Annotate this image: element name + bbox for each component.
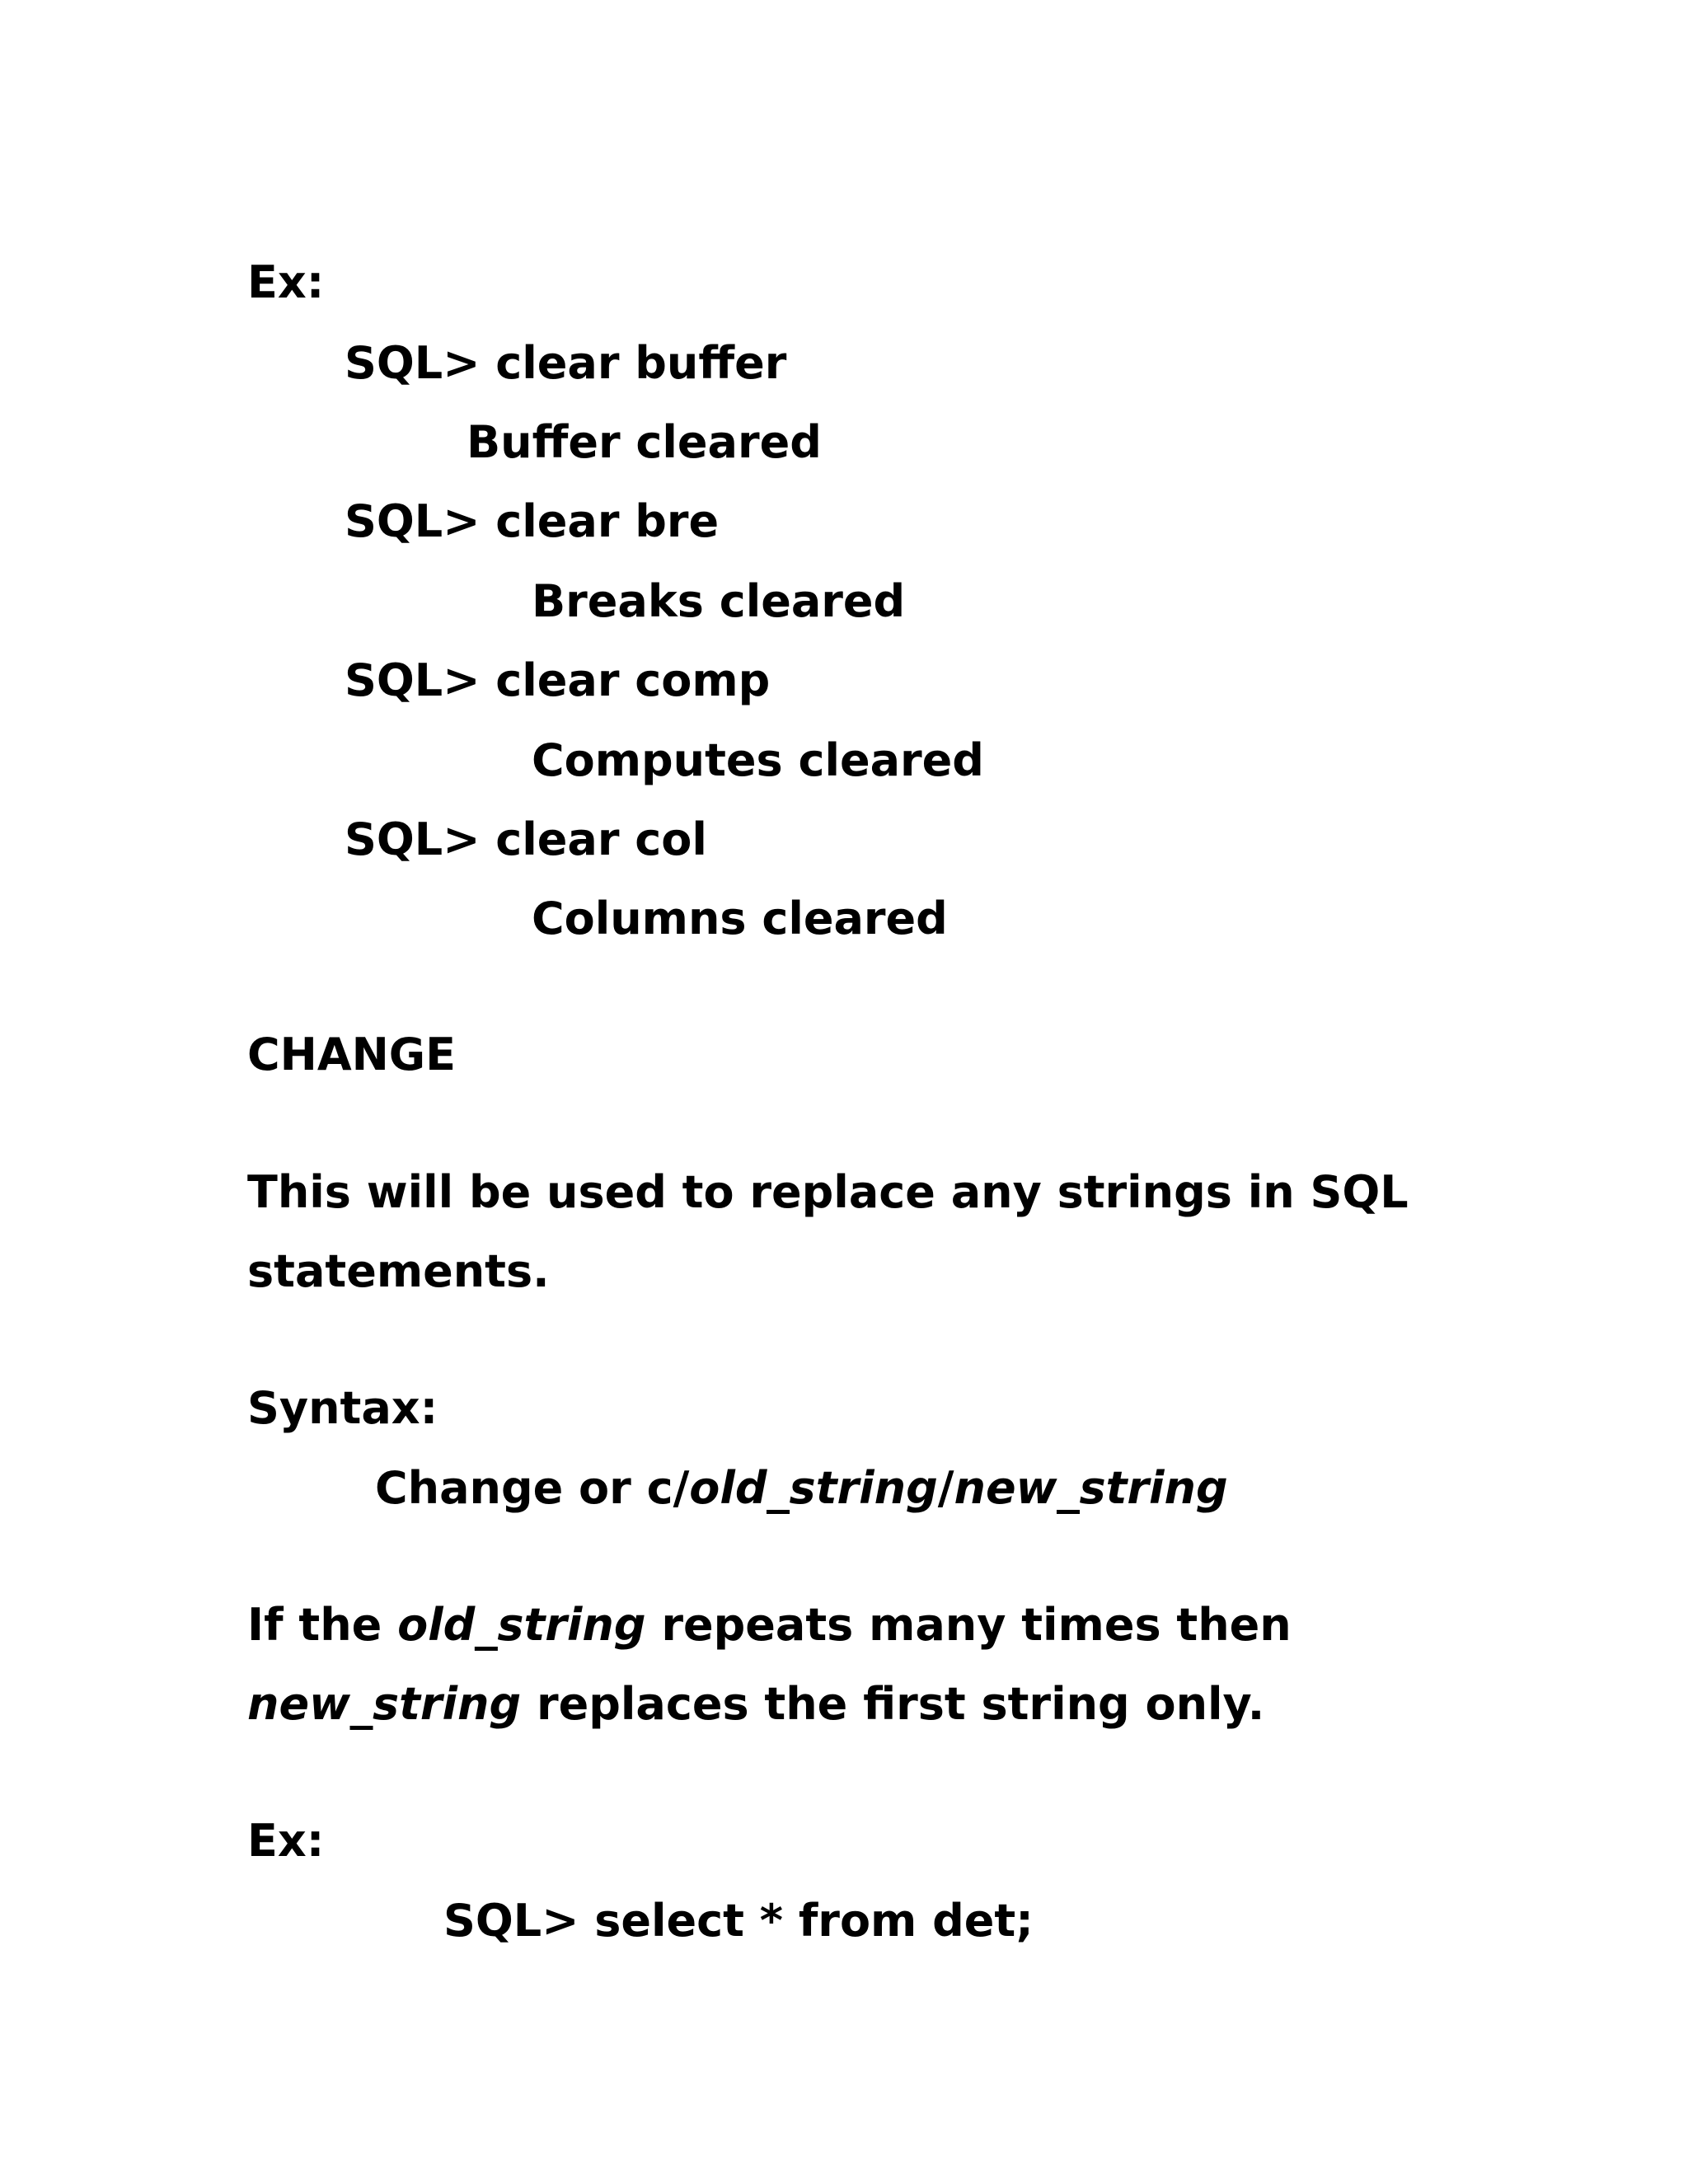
code-output: Columns cleared — [532, 893, 948, 944]
syntax-label: Syntax: — [247, 1382, 438, 1434]
syntax-prefix: Change or c/ — [375, 1462, 690, 1514]
code-line: SQL> clear col — [345, 813, 707, 865]
description-line: This will be used to replace any strings in SQL — [247, 1166, 1409, 1218]
note-text: If the — [247, 1599, 398, 1651]
note-line — [247, 1677, 1264, 1732]
syntax-slash: / — [937, 1462, 954, 1514]
syntax-line — [375, 1461, 1228, 1516]
code-line: SQL> clear buffer — [345, 337, 787, 389]
syntax-new-string: new_string — [954, 1462, 1228, 1514]
code-line: SQL> clear bre — [345, 495, 720, 547]
code-output: Breaks cleared — [532, 575, 906, 627]
section-heading: CHANGE — [247, 1029, 457, 1080]
note-line — [247, 1598, 1292, 1652]
note-text: repeats many times then — [645, 1599, 1292, 1651]
code-output: Buffer cleared — [467, 416, 822, 468]
note-new-string: new_string — [247, 1678, 522, 1730]
example-label: Ex: — [247, 256, 325, 308]
syntax-old-string: old_string — [689, 1462, 938, 1514]
example-label: Ex: — [247, 1815, 325, 1867]
note-text: replaces the first string only. — [521, 1678, 1265, 1730]
code-line: SQL> select * from det; — [443, 1895, 1034, 1947]
description-line: statements. — [247, 1245, 550, 1297]
code-line: SQL> clear comp — [345, 654, 771, 706]
code-output: Computes cleared — [532, 734, 984, 786]
note-old-string: old_string — [397, 1599, 646, 1651]
